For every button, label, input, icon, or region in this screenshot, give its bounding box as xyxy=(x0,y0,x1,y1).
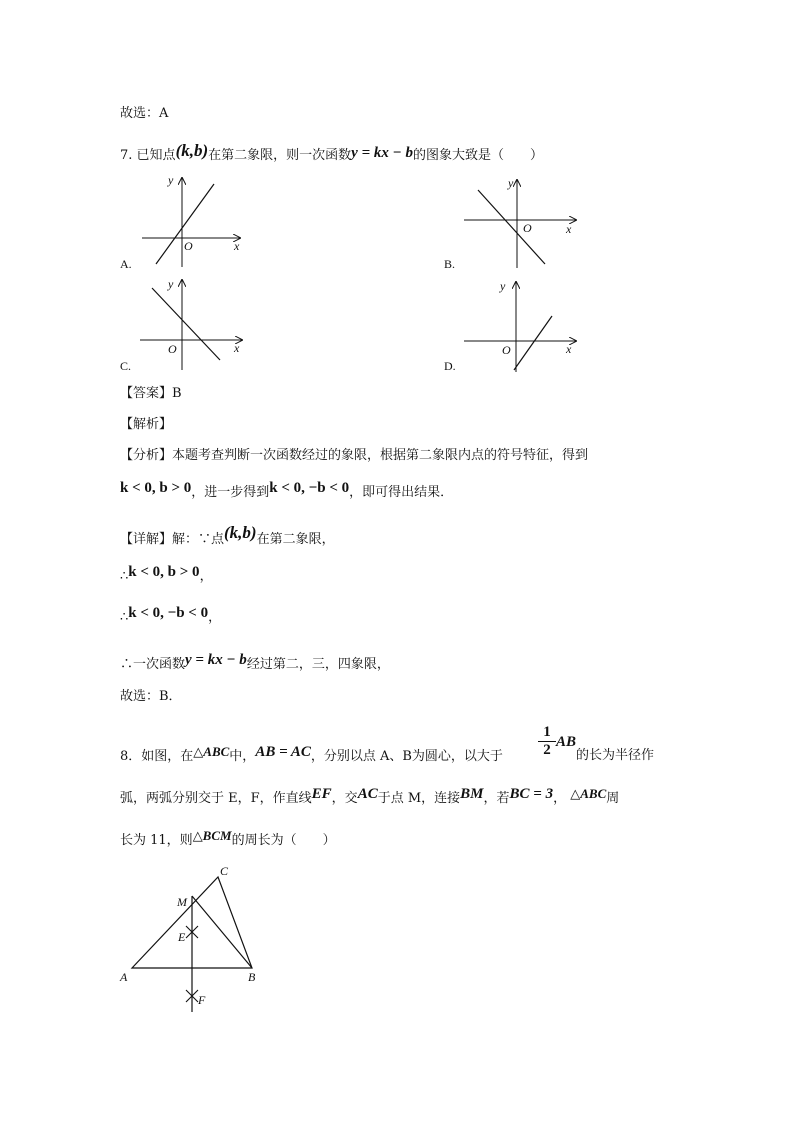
x-label: x xyxy=(566,342,572,356)
x-label: x xyxy=(566,222,572,236)
segment-bm: BM xyxy=(460,786,484,802)
q7-analysis-line-2 xyxy=(120,480,454,501)
q7-point: (k,b) xyxy=(175,141,209,160)
q8-text-10: 周 xyxy=(606,791,620,806)
segment-bm-line xyxy=(192,896,252,968)
function-line xyxy=(478,190,545,264)
q8-text-5: 弧，两弧分别交于 E，F，作直线 xyxy=(120,791,312,806)
q7-detail-text-4: 经过第二，三，四象限， xyxy=(246,657,390,672)
function-line xyxy=(152,288,220,360)
graph-a[interactable] xyxy=(138,172,248,270)
detail-math-1: k < 0, b > 0 xyxy=(128,564,200,580)
q7-answer: 【答案】B xyxy=(120,386,182,401)
q7-detail-line-1 xyxy=(120,523,335,548)
q8-text-9: ， xyxy=(553,791,567,806)
q7-analysis-line-1: 【分析】本题考查判断一次函数经过的象限，根据第二象限内点的符号特征，得到 xyxy=(120,448,589,463)
label-c: C xyxy=(220,864,229,878)
origin-label: O xyxy=(184,239,193,253)
ab-equals-ac: AB = AC xyxy=(255,744,311,760)
condition-math-2: k < 0, −b < 0 xyxy=(269,480,350,496)
x-label: x xyxy=(234,341,240,355)
q7-number: 7. xyxy=(120,148,133,163)
q7-detail-point: (k,b) xyxy=(224,523,257,542)
y-label: y xyxy=(168,173,174,187)
q8-triangle-figure[interactable] xyxy=(114,860,274,1016)
previous-answer: 故选：A xyxy=(120,106,169,121)
q7-analysis-text-1: ，进一步得到 xyxy=(191,485,270,500)
q7-text-2: 在第二象限，则一次函数 xyxy=(208,148,352,163)
fraction-denominator: 2 xyxy=(538,741,556,759)
q7-conclusion: 故选：B． xyxy=(120,689,182,704)
option-b-label: B. xyxy=(444,257,456,271)
y-label: y xyxy=(500,279,506,293)
q8-line-1 xyxy=(120,744,503,765)
q7-text-3: 的图象大致是（ ） xyxy=(412,148,543,163)
detail-math-2: k < 0, −b < 0 xyxy=(128,605,209,621)
label-a: A xyxy=(120,970,128,984)
label-b: B xyxy=(248,970,256,984)
option-c-label: C. xyxy=(120,359,132,373)
q7-detail-text-2: 在第二象限， xyxy=(256,532,335,547)
q7-detail-text-1: 【详解】解：∵点 xyxy=(120,532,225,547)
y-label: y xyxy=(508,176,514,190)
y-label: y xyxy=(168,277,174,291)
bc-equals-3: BC = 3 xyxy=(509,786,554,802)
graph-d[interactable] xyxy=(462,278,582,374)
fraction-ab-text: AB xyxy=(556,734,577,750)
option-a-label: A. xyxy=(120,257,132,271)
segment-ac: AC xyxy=(357,786,378,802)
function-line xyxy=(514,316,552,370)
graph-b[interactable] xyxy=(462,174,582,270)
comma: ， xyxy=(208,610,222,625)
triangle-abc-2: △ABC xyxy=(570,786,607,801)
q7-detail-line-3 xyxy=(120,605,222,626)
condition-math-1: k < 0, b > 0 xyxy=(120,480,192,496)
q7-detail-line-4 xyxy=(120,652,390,673)
q8-text-4: 的长为半径作 xyxy=(576,748,655,763)
q7-function: y = kx − b xyxy=(351,145,413,161)
q8-text-8: ，若 xyxy=(483,791,510,806)
q7-detail-line-2 xyxy=(120,564,213,585)
comma: ， xyxy=(199,569,213,584)
option-d-label: D. xyxy=(444,359,456,373)
graph-c[interactable] xyxy=(138,276,248,372)
origin-label: O xyxy=(523,221,532,235)
q7-text-1: 已知点 xyxy=(136,148,176,163)
x-label: x xyxy=(234,239,240,253)
fraction-numerator: 1 xyxy=(543,724,551,740)
q7-analysis-text-2: ，即可得出结果． xyxy=(349,485,454,500)
q8-text-2: 中， xyxy=(229,749,256,764)
q8-text-3: ，分别以点 A、B为圆心，以大于 xyxy=(310,749,503,764)
origin-label: O xyxy=(168,342,177,356)
triangle-abc: △ABC xyxy=(193,744,230,759)
line-ef: EF xyxy=(311,786,332,802)
q7-analysis-title: 【解析】 xyxy=(120,417,173,432)
q7-detail-text-3: ∴一次函数 xyxy=(120,657,186,672)
triangle-bcm: △BCM xyxy=(192,828,232,843)
label-e: E xyxy=(178,930,186,944)
origin-label: O xyxy=(502,343,511,357)
fraction-half xyxy=(538,724,556,759)
therefore-symbol: ∴ xyxy=(120,569,129,584)
q7-stem xyxy=(120,141,543,164)
q8-text-11: 长为 11，则 xyxy=(120,833,193,848)
fraction-ab xyxy=(556,734,576,751)
label-f: F xyxy=(198,993,206,1007)
q8-text-1: 8．如图，在 xyxy=(120,749,194,764)
q7-detail-function: y = kx − b xyxy=(185,652,247,668)
therefore-symbol: ∴ xyxy=(120,610,129,625)
q8-text-7: 于点 M，连接 xyxy=(377,791,461,806)
q8-line-2 xyxy=(120,786,620,807)
q8-text-6: ，交 xyxy=(331,791,358,806)
label-m: M xyxy=(177,895,187,909)
q8-line-3 xyxy=(120,828,336,849)
q8-text-12: 的周长为（ ） xyxy=(231,833,336,848)
